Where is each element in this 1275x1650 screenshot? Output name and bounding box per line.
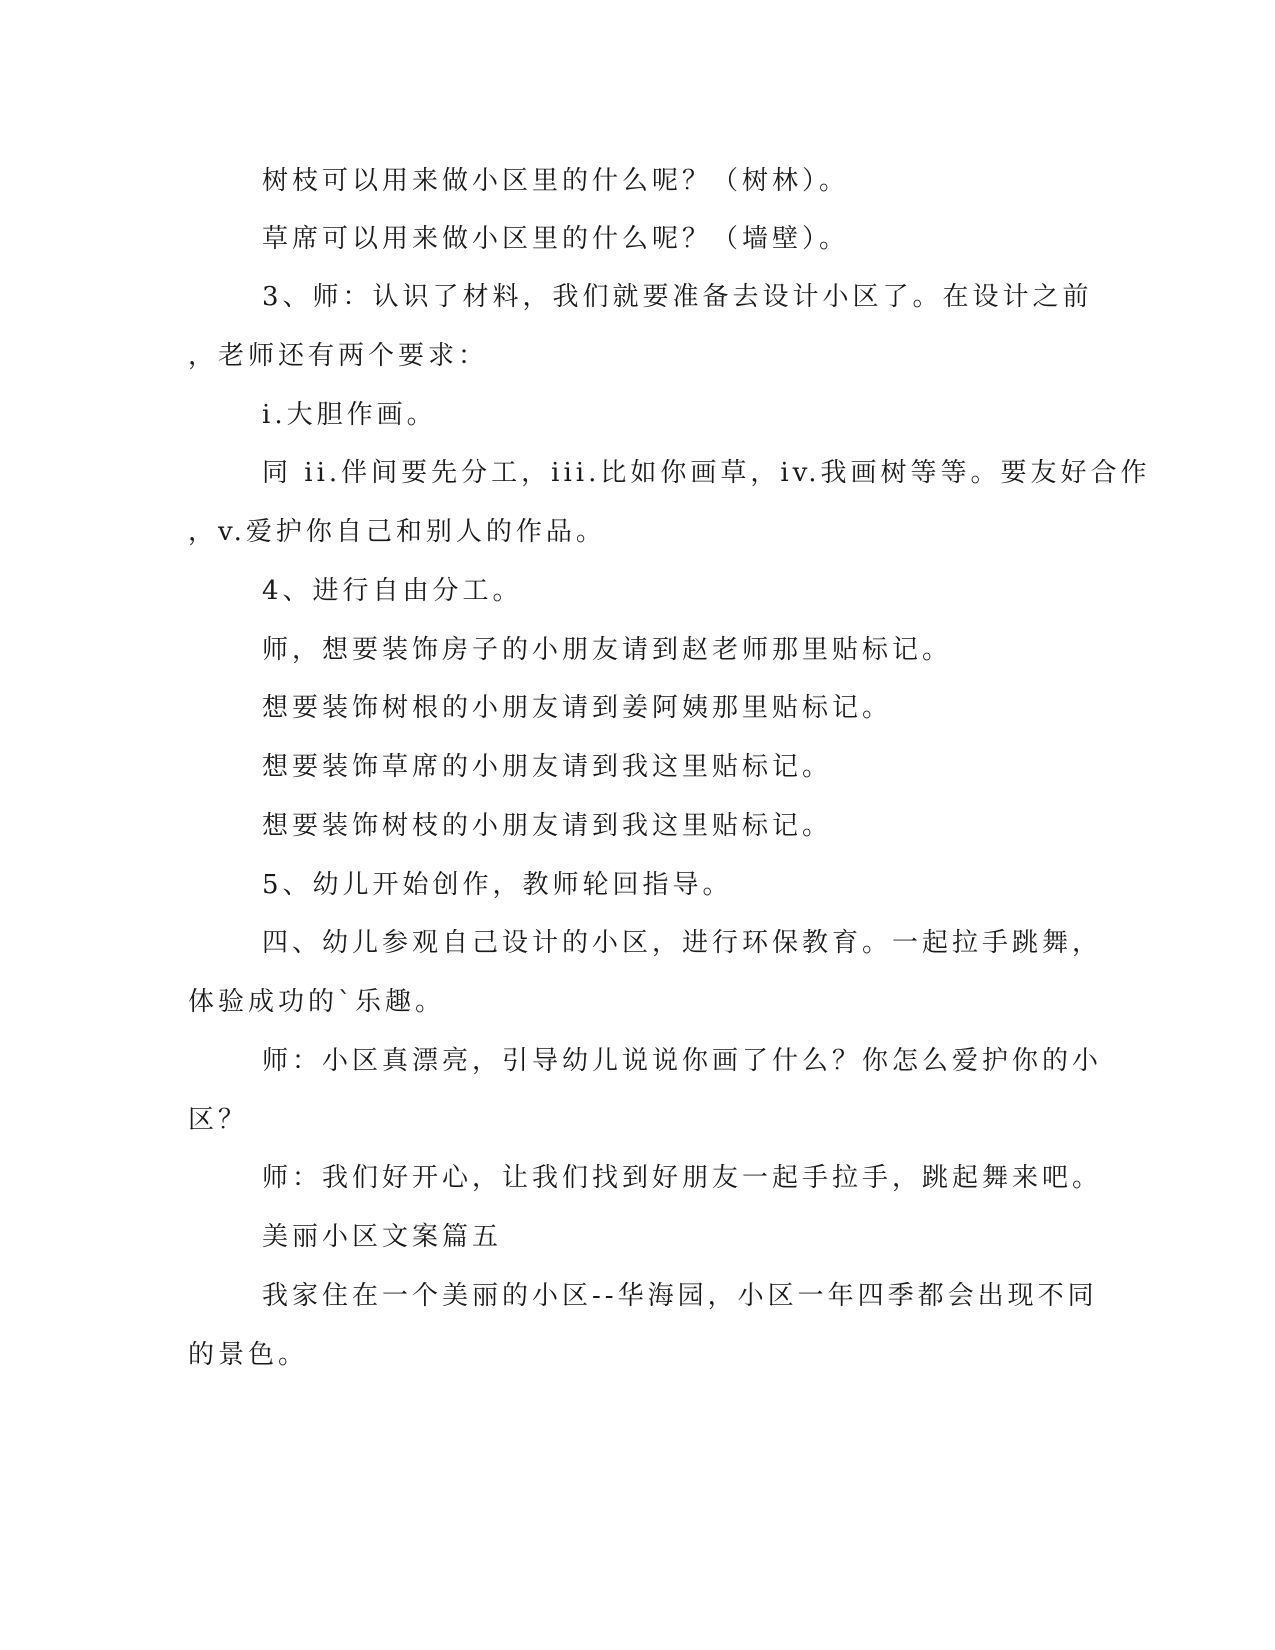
paragraph-line: 想要装饰树根的小朋友请到姜阿姨那里贴标记。 [262,693,893,723]
list-item-line: 同 ii.伴间要先分工，iii.比如你画草，iv.我画树等等。要友好合作 [262,458,1151,488]
paragraph-line: 师，想要装饰房子的小朋友请到赵老师那里贴标记。 [262,635,953,665]
section-heading: 美丽小区文案篇五 [262,1222,503,1252]
paragraph-line: 的景色。 [188,1340,309,1370]
paragraph-line: 想要装饰树枝的小朋友请到我这里贴标记。 [262,811,833,841]
paragraph-line: 体验成功的`乐趣。 [188,987,446,1017]
paragraph-line: 4、进行自由分工。 [262,576,523,606]
paragraph-line: 师：我们好开心，让我们找到好朋友一起手拉手，跳起舞来吧。 [262,1163,1103,1193]
paragraph-line: 5、幼儿开始创作，教师轮回指导。 [262,870,733,900]
paragraph-line: 3、师：认识了材料，我们就要准备去设计小区了。在设计之前 [262,282,1093,312]
list-item-line: ，v.爱护你自己和别人的作品。 [188,517,606,547]
paragraph-line: 树枝可以用来做小区里的什么呢？（树林）。 [262,166,850,196]
paragraph-line: 想要装饰草席的小朋友请到我这里贴标记。 [262,752,833,782]
paragraph-line: 四、幼儿参观自己设计的小区，进行环保教育。一起拉手跳舞， [262,928,1103,958]
paragraph-line: 草席可以用来做小区里的什么呢？（墙壁）。 [262,224,850,254]
list-item-line: i.大胆作画。 [262,400,437,430]
paragraph-line: 区？ [188,1105,249,1135]
paragraph-line: 我家住在一个美丽的小区--华海园，小区一年四季都会出现不同 [262,1281,1098,1311]
paragraph-line: 师：小区真漂亮，引导幼儿说说你画了什么？你怎么爱护你的小 [262,1046,1103,1076]
paragraph-line: ，老师还有两个要求： [188,341,489,371]
